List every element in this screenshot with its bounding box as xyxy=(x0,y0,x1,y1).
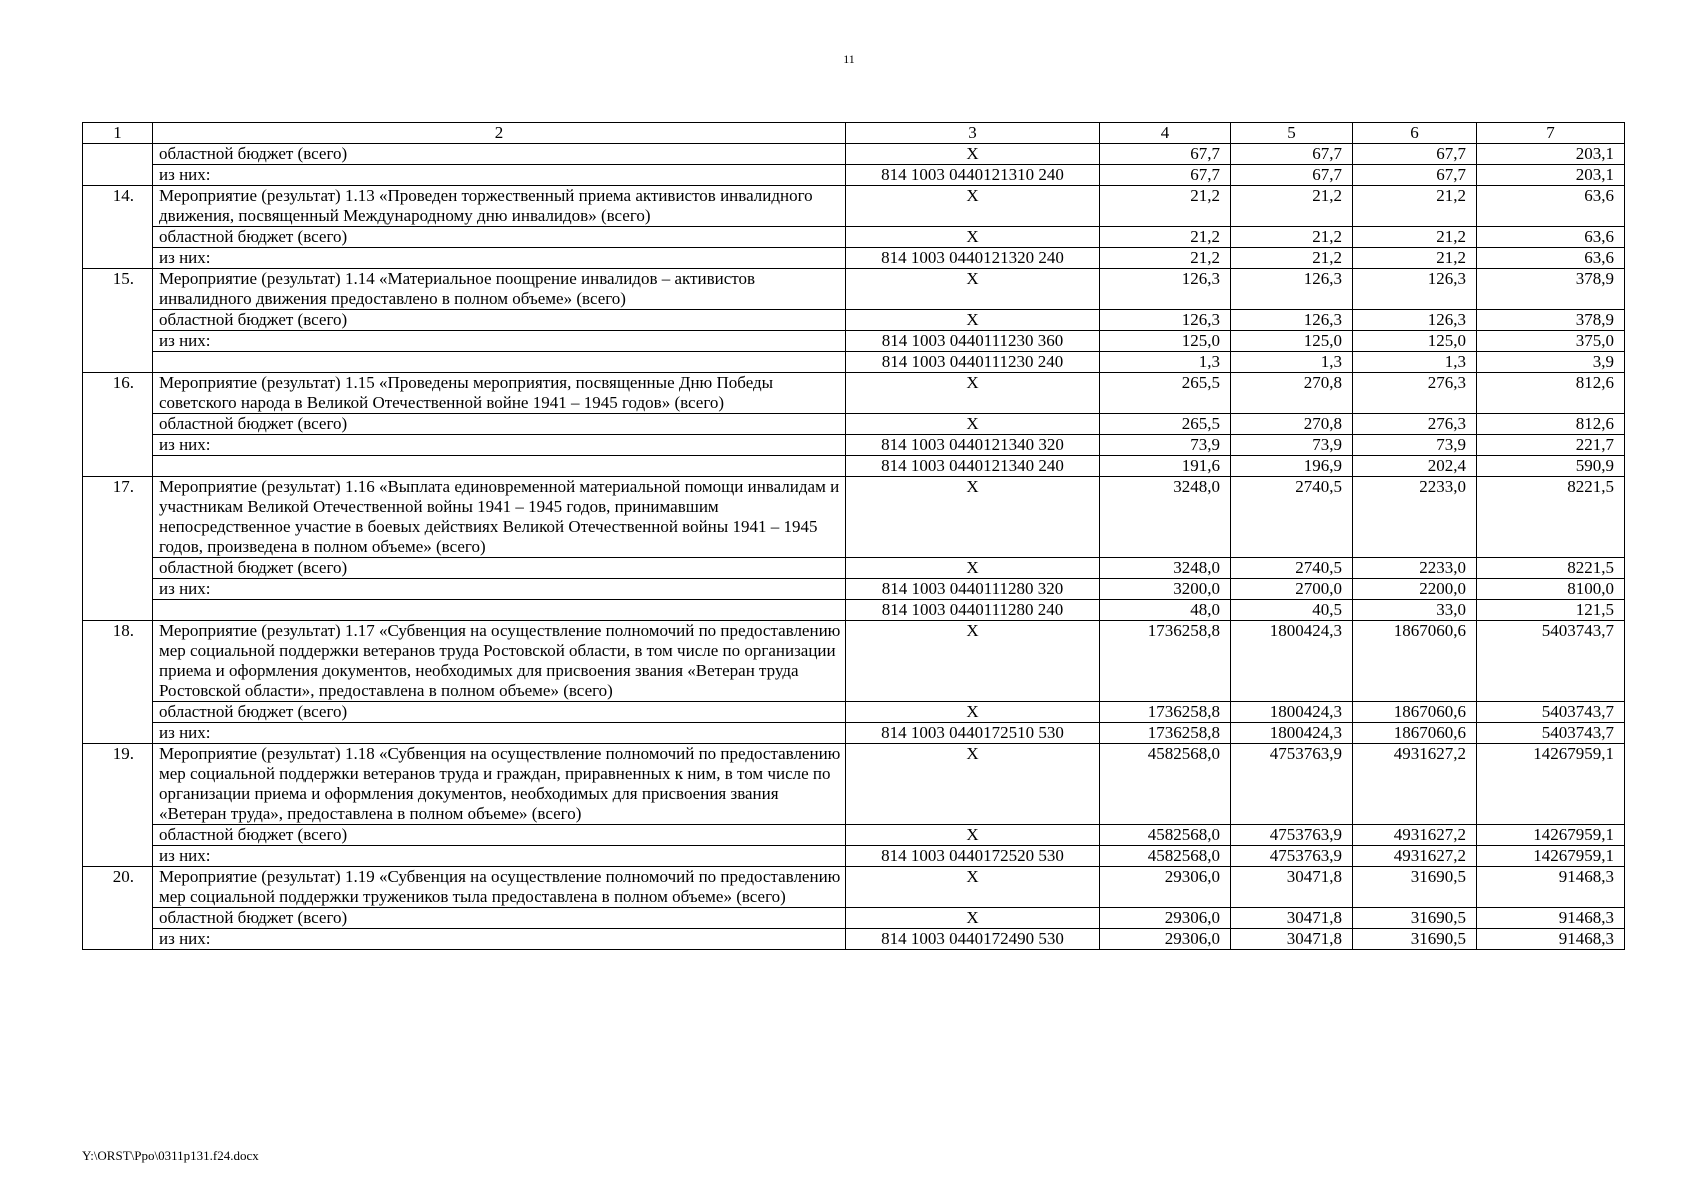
table-row xyxy=(83,248,1625,269)
row-name-cell: областной бюджет (всего) xyxy=(153,414,846,435)
table-row xyxy=(83,723,1625,744)
row-index-cell: 18. xyxy=(83,621,153,702)
table-row xyxy=(83,456,1625,477)
row-index-cell xyxy=(83,702,153,723)
row-index-cell xyxy=(83,600,153,621)
header-cell: 3 xyxy=(846,123,1100,144)
row-index-cell xyxy=(83,227,153,248)
value-cell-col4: 3248,0 xyxy=(1100,558,1231,579)
value-cell-col4: 67,7 xyxy=(1100,165,1231,186)
value-cell-col5: 30471,8 xyxy=(1231,929,1353,950)
value-cell-col7: 91468,3 xyxy=(1477,867,1625,908)
budget-code-cell: X xyxy=(846,144,1100,165)
value-cell-col6: 1,3 xyxy=(1353,352,1477,373)
budget-table xyxy=(82,122,1625,950)
value-cell-col5: 1,3 xyxy=(1231,352,1353,373)
row-name-cell: из них: xyxy=(153,929,846,950)
header-cell: 7 xyxy=(1477,123,1625,144)
table-row xyxy=(83,477,1625,558)
budget-code-cell: X xyxy=(846,477,1100,558)
value-cell-col6: 31690,5 xyxy=(1353,929,1477,950)
value-cell-col4: 3200,0 xyxy=(1100,579,1231,600)
row-name-cell: областной бюджет (всего) xyxy=(153,144,846,165)
row-index-cell: 19. xyxy=(83,744,153,825)
value-cell-col4: 48,0 xyxy=(1100,600,1231,621)
value-cell-col6: 2233,0 xyxy=(1353,558,1477,579)
value-cell-col6: 31690,5 xyxy=(1353,908,1477,929)
row-name-cell xyxy=(153,456,846,477)
value-cell-col5: 2700,0 xyxy=(1231,579,1353,600)
value-cell-col7: 812,6 xyxy=(1477,373,1625,414)
value-cell-col6: 1867060,6 xyxy=(1353,621,1477,702)
value-cell-col4: 265,5 xyxy=(1100,373,1231,414)
value-cell-col5: 270,8 xyxy=(1231,373,1353,414)
value-cell-col4: 73,9 xyxy=(1100,435,1231,456)
row-name-cell: из них: xyxy=(153,248,846,269)
value-cell-col5: 1800424,3 xyxy=(1231,702,1353,723)
value-cell-col7: 8221,5 xyxy=(1477,558,1625,579)
value-cell-col5: 73,9 xyxy=(1231,435,1353,456)
value-cell-col6: 1867060,6 xyxy=(1353,702,1477,723)
row-name-cell: Мероприятие (результат) 1.16 «Выплата единовременной материальной помощи инвалидам и участникам Великой Отечественной войны 1941 – 1945 годов, принимавшим непосредственное участие в боевых действиях Великой Отечественной войны 1941 – 1945 годов, произведена в полном объеме» (всего) xyxy=(153,477,846,558)
value-cell-col4: 1736258,8 xyxy=(1100,621,1231,702)
value-cell-col6: 276,3 xyxy=(1353,414,1477,435)
value-cell-col7: 203,1 xyxy=(1477,165,1625,186)
table-row xyxy=(83,744,1625,825)
value-cell-col4: 3248,0 xyxy=(1100,477,1231,558)
value-cell-col6: 21,2 xyxy=(1353,248,1477,269)
value-cell-col4: 265,5 xyxy=(1100,414,1231,435)
row-name-cell: из них: xyxy=(153,165,846,186)
budget-code-cell: X xyxy=(846,227,1100,248)
value-cell-col4: 126,3 xyxy=(1100,269,1231,310)
budget-code-cell: 814 1003 0440111230 360 xyxy=(846,331,1100,352)
row-index-cell xyxy=(83,435,153,456)
value-cell-col7: 5403743,7 xyxy=(1477,723,1625,744)
budget-code-cell: 814 1003 0440111230 240 xyxy=(846,352,1100,373)
row-index-cell xyxy=(83,248,153,269)
row-name-cell: областной бюджет (всего) xyxy=(153,310,846,331)
table-row xyxy=(83,435,1625,456)
value-cell-col6: 21,2 xyxy=(1353,227,1477,248)
value-cell-col5: 196,9 xyxy=(1231,456,1353,477)
budget-code-cell: 814 1003 0440111280 240 xyxy=(846,600,1100,621)
value-cell-col4: 29306,0 xyxy=(1100,929,1231,950)
row-index-cell xyxy=(83,846,153,867)
value-cell-col4: 191,6 xyxy=(1100,456,1231,477)
row-index-cell xyxy=(83,144,153,165)
value-cell-col6: 67,7 xyxy=(1353,144,1477,165)
value-cell-col6: 73,9 xyxy=(1353,435,1477,456)
value-cell-col5: 21,2 xyxy=(1231,186,1353,227)
table-row xyxy=(83,825,1625,846)
value-cell-col7: 14267959,1 xyxy=(1477,825,1625,846)
value-cell-col5: 270,8 xyxy=(1231,414,1353,435)
row-index-cell: 20. xyxy=(83,867,153,908)
budget-code-cell: X xyxy=(846,414,1100,435)
table-row xyxy=(83,600,1625,621)
value-cell-col6: 2233,0 xyxy=(1353,477,1477,558)
file-path-footer: Y:\ORST\Ppo\0311p131.f24.docx xyxy=(82,1148,259,1163)
row-index-cell: 15. xyxy=(83,269,153,310)
row-name-cell: областной бюджет (всего) xyxy=(153,227,846,248)
table-row xyxy=(83,227,1625,248)
budget-code-cell: 814 1003 0440121340 320 xyxy=(846,435,1100,456)
value-cell-col5: 126,3 xyxy=(1231,310,1353,331)
budget-code-cell: 814 1003 0440172520 530 xyxy=(846,846,1100,867)
table-row xyxy=(83,269,1625,310)
header-cell: 5 xyxy=(1231,123,1353,144)
value-cell-col4: 1736258,8 xyxy=(1100,702,1231,723)
row-index-cell xyxy=(83,723,153,744)
budget-code-cell: X xyxy=(846,558,1100,579)
row-index-cell xyxy=(83,165,153,186)
row-index-cell xyxy=(83,558,153,579)
value-cell-col7: 5403743,7 xyxy=(1477,702,1625,723)
value-cell-col6: 1867060,6 xyxy=(1353,723,1477,744)
value-cell-col5: 4753763,9 xyxy=(1231,744,1353,825)
value-cell-col6: 4931627,2 xyxy=(1353,846,1477,867)
value-cell-col7: 375,0 xyxy=(1477,331,1625,352)
value-cell-col7: 812,6 xyxy=(1477,414,1625,435)
value-cell-col4: 1736258,8 xyxy=(1100,723,1231,744)
value-cell-col7: 5403743,7 xyxy=(1477,621,1625,702)
header-cell: 1 xyxy=(83,123,153,144)
row-index-cell xyxy=(83,929,153,950)
value-cell-col7: 3,9 xyxy=(1477,352,1625,373)
value-cell-col4: 29306,0 xyxy=(1100,867,1231,908)
table-header-row xyxy=(83,123,1625,144)
row-index-cell: 14. xyxy=(83,186,153,227)
value-cell-col5: 30471,8 xyxy=(1231,908,1353,929)
value-cell-col6: 21,2 xyxy=(1353,186,1477,227)
value-cell-col5: 2740,5 xyxy=(1231,558,1353,579)
table-row xyxy=(83,908,1625,929)
value-cell-col5: 21,2 xyxy=(1231,227,1353,248)
value-cell-col7: 63,6 xyxy=(1477,248,1625,269)
row-name-cell xyxy=(153,600,846,621)
value-cell-col5: 40,5 xyxy=(1231,600,1353,621)
value-cell-col6: 126,3 xyxy=(1353,269,1477,310)
value-cell-col4: 21,2 xyxy=(1100,248,1231,269)
row-name-cell: Мероприятие (результат) 1.18 «Субвенция на осуществление полномочий по предоставлению мер социальной поддержки ветеранов труда и граждан, приравненных к ним, в том числе по организации приема и оформления документов, необходимых для присвоения звания «Ветеран труда», предоставлена в полном объеме» (всего) xyxy=(153,744,846,825)
row-index-cell xyxy=(83,414,153,435)
value-cell-col5: 21,2 xyxy=(1231,248,1353,269)
header-cell: 6 xyxy=(1353,123,1477,144)
page-number: 11 xyxy=(843,52,855,66)
value-cell-col6: 33,0 xyxy=(1353,600,1477,621)
value-cell-col6: 4931627,2 xyxy=(1353,825,1477,846)
budget-code-cell: 814 1003 0440121340 240 xyxy=(846,456,1100,477)
row-name-cell: областной бюджет (всего) xyxy=(153,908,846,929)
value-cell-col4: 1,3 xyxy=(1100,352,1231,373)
table-row xyxy=(83,867,1625,908)
value-cell-col7: 63,6 xyxy=(1477,186,1625,227)
row-index-cell xyxy=(83,456,153,477)
row-name-cell: областной бюджет (всего) xyxy=(153,825,846,846)
value-cell-col6: 126,3 xyxy=(1353,310,1477,331)
budget-code-cell: 814 1003 0440111280 320 xyxy=(846,579,1100,600)
table-row xyxy=(83,702,1625,723)
value-cell-col6: 2200,0 xyxy=(1353,579,1477,600)
budget-code-cell: X xyxy=(846,373,1100,414)
value-cell-col7: 378,9 xyxy=(1477,269,1625,310)
value-cell-col5: 67,7 xyxy=(1231,144,1353,165)
value-cell-col4: 67,7 xyxy=(1100,144,1231,165)
value-cell-col4: 21,2 xyxy=(1100,227,1231,248)
row-index-cell: 17. xyxy=(83,477,153,558)
budget-code-cell: X xyxy=(846,908,1100,929)
value-cell-col7: 378,9 xyxy=(1477,310,1625,331)
value-cell-col7: 14267959,1 xyxy=(1477,744,1625,825)
budget-code-cell: X xyxy=(846,825,1100,846)
table-row xyxy=(83,929,1625,950)
value-cell-col4: 126,3 xyxy=(1100,310,1231,331)
value-cell-col5: 125,0 xyxy=(1231,331,1353,352)
value-cell-col4: 21,2 xyxy=(1100,186,1231,227)
table-row xyxy=(83,621,1625,702)
value-cell-col5: 30471,8 xyxy=(1231,867,1353,908)
row-name-cell: Мероприятие (результат) 1.19 «Субвенция на осуществление полномочий по предоставлению мер социальной поддержки тружеников тыла предоставлена в полном объеме» (всего) xyxy=(153,867,846,908)
value-cell-col4: 4582568,0 xyxy=(1100,846,1231,867)
value-cell-col5: 2740,5 xyxy=(1231,477,1353,558)
row-index-cell: 16. xyxy=(83,373,153,414)
row-name-cell: из них: xyxy=(153,846,846,867)
row-name-cell: из них: xyxy=(153,435,846,456)
value-cell-col6: 202,4 xyxy=(1353,456,1477,477)
value-cell-col6: 276,3 xyxy=(1353,373,1477,414)
budget-code-cell: X xyxy=(846,744,1100,825)
table-row xyxy=(83,373,1625,414)
row-index-cell xyxy=(83,310,153,331)
row-name-cell: из них: xyxy=(153,579,846,600)
row-index-cell xyxy=(83,352,153,373)
row-name-cell: из них: xyxy=(153,723,846,744)
value-cell-col4: 4582568,0 xyxy=(1100,744,1231,825)
value-cell-col7: 590,9 xyxy=(1477,456,1625,477)
budget-code-cell: X xyxy=(846,186,1100,227)
value-cell-col4: 125,0 xyxy=(1100,331,1231,352)
value-cell-col6: 67,7 xyxy=(1353,165,1477,186)
value-cell-col7: 221,7 xyxy=(1477,435,1625,456)
table-row xyxy=(83,558,1625,579)
budget-code-cell: 814 1003 0440172510 530 xyxy=(846,723,1100,744)
table-row xyxy=(83,165,1625,186)
header-cell: 4 xyxy=(1100,123,1231,144)
value-cell-col6: 125,0 xyxy=(1353,331,1477,352)
budget-code-cell: 814 1003 0440121320 240 xyxy=(846,248,1100,269)
table-row xyxy=(83,310,1625,331)
table-row xyxy=(83,331,1625,352)
table-row xyxy=(83,579,1625,600)
row-name-cell: Мероприятие (результат) 1.13 «Проведен торжественный приема активистов инвалидного движения, посвященный Международному дню инвалидов» (всего) xyxy=(153,186,846,227)
table-row xyxy=(83,186,1625,227)
value-cell-col4: 4582568,0 xyxy=(1100,825,1231,846)
budget-code-cell: X xyxy=(846,310,1100,331)
table-row xyxy=(83,414,1625,435)
row-index-cell xyxy=(83,825,153,846)
value-cell-col7: 91468,3 xyxy=(1477,908,1625,929)
row-index-cell xyxy=(83,579,153,600)
budget-code-cell: X xyxy=(846,867,1100,908)
value-cell-col5: 4753763,9 xyxy=(1231,825,1353,846)
table-row xyxy=(83,144,1625,165)
value-cell-col7: 91468,3 xyxy=(1477,929,1625,950)
value-cell-col7: 121,5 xyxy=(1477,600,1625,621)
value-cell-col7: 14267959,1 xyxy=(1477,846,1625,867)
budget-code-cell: X xyxy=(846,702,1100,723)
row-name-cell: из них: xyxy=(153,331,846,352)
row-name-cell xyxy=(153,352,846,373)
value-cell-col6: 31690,5 xyxy=(1353,867,1477,908)
budget-code-cell: 814 1003 0440121310 240 xyxy=(846,165,1100,186)
budget-code-cell: X xyxy=(846,269,1100,310)
value-cell-col5: 1800424,3 xyxy=(1231,621,1353,702)
value-cell-col6: 4931627,2 xyxy=(1353,744,1477,825)
value-cell-col7: 8221,5 xyxy=(1477,477,1625,558)
header-cell: 2 xyxy=(153,123,846,144)
budget-code-cell: X xyxy=(846,621,1100,702)
value-cell-col7: 63,6 xyxy=(1477,227,1625,248)
value-cell-col5: 1800424,3 xyxy=(1231,723,1353,744)
value-cell-col7: 8100,0 xyxy=(1477,579,1625,600)
table-row xyxy=(83,352,1625,373)
row-name-cell: Мероприятие (результат) 1.17 «Субвенция на осуществление полномочий по предоставлению мер социальной поддержки ветеранов труда Ростовской области, в том числе по организации приема и оформления документов, необходимых для присвоения звания «Ветеран труда Ростовской области», предоставлена в полном объеме» (всего) xyxy=(153,621,846,702)
row-name-cell: областной бюджет (всего) xyxy=(153,558,846,579)
table-row xyxy=(83,846,1625,867)
row-name-cell: Мероприятие (результат) 1.15 «Проведены мероприятия, посвященные Дню Победы советского народа в Великой Отечественной войне 1941 – 1945 годов» (всего) xyxy=(153,373,846,414)
row-name-cell: областной бюджет (всего) xyxy=(153,702,846,723)
row-index-cell xyxy=(83,908,153,929)
value-cell-col5: 4753763,9 xyxy=(1231,846,1353,867)
value-cell-col5: 126,3 xyxy=(1231,269,1353,310)
budget-code-cell: 814 1003 0440172490 530 xyxy=(846,929,1100,950)
value-cell-col7: 203,1 xyxy=(1477,144,1625,165)
row-index-cell xyxy=(83,331,153,352)
value-cell-col5: 67,7 xyxy=(1231,165,1353,186)
value-cell-col4: 29306,0 xyxy=(1100,908,1231,929)
row-name-cell: Мероприятие (результат) 1.14 «Материальное поощрение инвалидов – активистов инвалидного движения предоставлено в полном объеме» (всего) xyxy=(153,269,846,310)
